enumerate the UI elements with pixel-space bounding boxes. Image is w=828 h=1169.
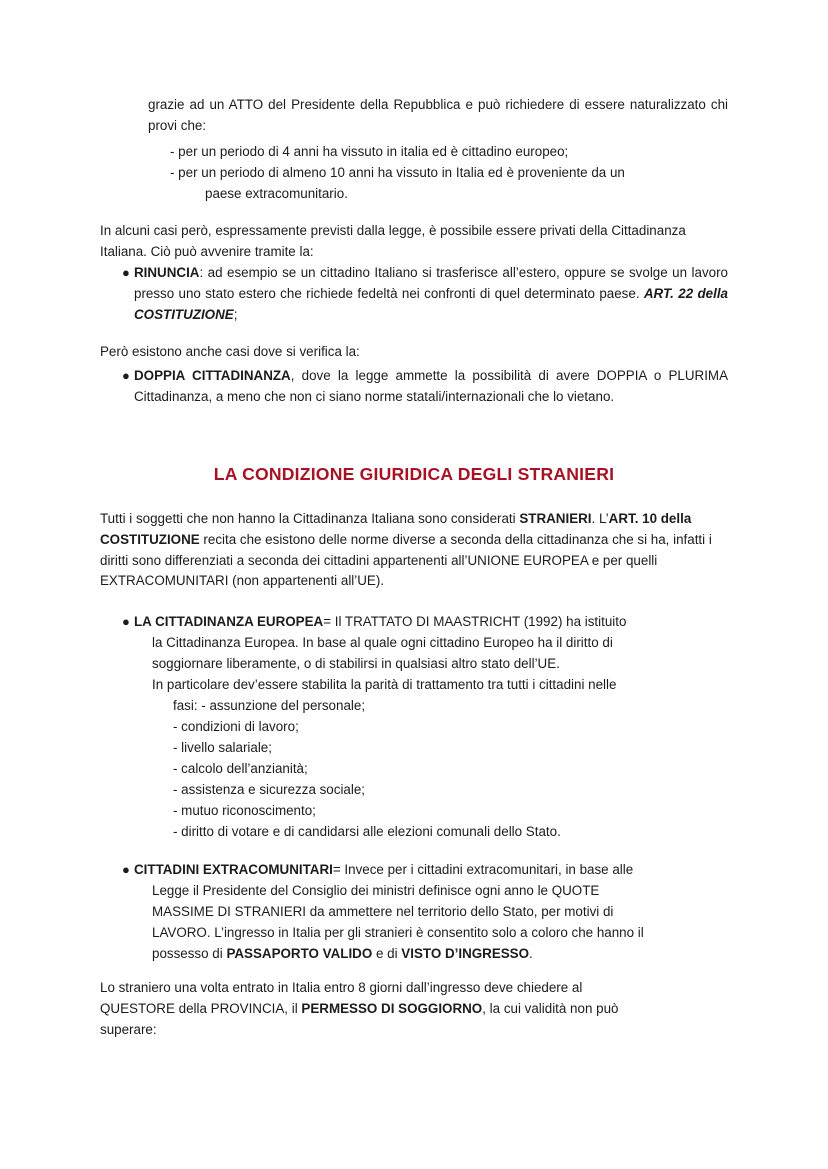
paragraph-stranieri-part3: recita che esistono delle norme diverse a seconda della cittadinanza che si ha, infatti i diritti sono differenziati a seconda dei cittadini appartenenti all’UNIONE EUROPEA e per quelli EXTRACOMUNITARI (non appartenenti all’UE). bbox=[100, 531, 712, 589]
bullet-dot-icon: ● bbox=[122, 368, 130, 383]
bullet-cittadini-extracomunitari-term: CITTADINI EXTRACOMUNITARI bbox=[134, 862, 333, 877]
bullet-cittadini-extracomunitari-line5 bbox=[152, 944, 728, 965]
bullet-cittadini-extracomunitari-line1: = Invece per i cittadini extracomunitari, in base alle bbox=[332, 862, 634, 877]
paragraph-naturalizzazione: grazie ad un ATTO del Presidente della Repubblica e può richiedere di essere naturalizzato chi provi che: bbox=[148, 97, 728, 133]
line5-part-c: e di bbox=[372, 946, 402, 961]
fasi-list-item: - assistenza e sicurezza sociale; bbox=[173, 782, 366, 797]
bullet-rinuncia-term: RINUNCIA bbox=[134, 265, 200, 280]
paragraph-final-line1: Lo straniero una volta entrato in Italia entro 8 giorni dall’ingresso deve chiedere al bbox=[100, 980, 583, 995]
paragraph-stranieri-bold-stranieri: STRANIERI bbox=[519, 511, 592, 526]
bullet-rinuncia-text-after: ; bbox=[233, 306, 238, 322]
bullet-doppia-cittadinanza bbox=[122, 366, 728, 408]
fasi-list-item: - livello salariale; bbox=[173, 740, 272, 755]
paragraph-stranieri-part1: Tutti i soggetti che non hanno la Cittadinanza Italiana sono considerati bbox=[100, 511, 520, 526]
paragraph-final-line3: superare: bbox=[100, 1022, 157, 1037]
bullet-cittadinanza-europea-line4: In particolare dev’essere stabilita la parità di trattamento tra tutti i cittadini nelle bbox=[152, 677, 617, 692]
list-item-periodo-10-anni: - per un periodo di almeno 10 anni ha vissuto in Italia ed è proveniente da un bbox=[170, 165, 625, 180]
bullet-cittadini-extracomunitari-line4: LAVORO. L’ingresso in Italia per gli stranieri è consentito solo a coloro che hanno il bbox=[152, 925, 644, 940]
bullet-rinuncia-body bbox=[134, 263, 728, 325]
line5-part-e: . bbox=[529, 946, 533, 961]
final-line2-part-c: , la cui validità non può bbox=[482, 1001, 619, 1016]
page-title-condizione-giuridica: LA CONDIZIONE GIURIDICA DEGLI STRANIERI bbox=[213, 464, 615, 484]
final-line2-permesso-soggiorno: PERMESSO DI SOGGIORNO bbox=[301, 1001, 483, 1016]
bullet-doppia-body bbox=[134, 366, 728, 408]
fasi-list-item: - diritto di votare e di candidarsi alle elezioni comunali dello Stato. bbox=[173, 824, 561, 839]
bullet-cittadinanza-europea-line2: la Cittadinanza Europea. In base al quale ogni cittadino Europeo ha il diritto di bbox=[152, 635, 613, 650]
bullet-cittadini-extracomunitari-line3: MASSIME DI STRANIERI da ammettere nel territorio dello Stato, per motivi di bbox=[152, 904, 614, 919]
bullet-dot-icon: ● bbox=[122, 265, 130, 280]
bullet-doppia-term: DOPPIA CITTADINANZA bbox=[134, 368, 291, 383]
line5-visto-ingresso: VISTO D’INGRESSO bbox=[401, 946, 530, 961]
bullet-cittadini-extracomunitari-firstline bbox=[134, 860, 732, 881]
bullet-dot-icon: ● bbox=[122, 614, 130, 629]
list-item-periodo-10-anni-continuation: paese extracomunitario. bbox=[205, 186, 348, 201]
bullet-rinuncia-citation: ART. 22 della COSTITUZIONE bbox=[134, 285, 729, 322]
fasi-list-item: - calcolo dell’anzianità; bbox=[173, 761, 308, 776]
final-line2-part-a: QUESTORE della PROVINCIA, il bbox=[100, 1001, 302, 1016]
bullet-doppia-text: , dove la legge ammette la possibilità di avere DOPPIA o PLURIMA Cittadinanza, a meno che non ci siano norme statali/internazionali che lo vietano. bbox=[134, 368, 728, 404]
bullet-dot-icon: ● bbox=[122, 862, 130, 877]
bullet-cittadini-extracomunitari-line2: Legge il Presidente del Consiglio dei ministri definisce ogni anno le QUOTE bbox=[152, 883, 600, 898]
paragraph-stranieri bbox=[100, 509, 728, 592]
bullet-rinuncia-text: : ad esempio se un cittadino Italiano si trasferisce all’estero, oppure se svolge un lavoro presso uno stato estero che richiede fedeltà nei confronti di quel determinato paese. bbox=[134, 265, 728, 301]
paragraph-doppia-intro: Però esistono anche casi dove si verifica la: bbox=[100, 344, 360, 359]
paragraph-stranieri-part2: . L’ bbox=[591, 511, 609, 526]
line5-part-a: possesso di bbox=[152, 946, 227, 961]
bullet-cittadinanza-europea-line1: = Il TRATTATO DI MAASTRICHT (1992) ha istituito bbox=[323, 614, 627, 629]
fasi-list-item: - condizioni di lavoro; bbox=[173, 719, 299, 734]
paragraph-stranieri-bold-art10: ART. 10 della COSTITUZIONE bbox=[100, 511, 692, 547]
bullet-cittadinanza-europea-firstline bbox=[134, 612, 732, 633]
bullet-rinuncia bbox=[122, 263, 728, 325]
bullet-cittadini-extracomunitari bbox=[122, 860, 732, 881]
bullet-cittadinanza-europea-line5-fasi: fasi: - assunzione del personale; bbox=[173, 698, 366, 713]
paragraph-final-line2 bbox=[100, 999, 728, 1020]
bullet-cittadinanza-europea bbox=[122, 612, 732, 633]
paragraph-privazione-cittadinanza: In alcuni casi però, espressamente previsti dalla legge, è possibile essere privati della Cittadinanza Italiana. Ciò può avvenire tramite la: bbox=[100, 223, 686, 259]
bullet-cittadinanza-europea-term: LA CITTADINANZA EUROPEA bbox=[134, 614, 324, 629]
line5-passaporto-valido: PASSAPORTO VALIDO bbox=[226, 946, 373, 961]
list-item-periodo-4-anni: - per un periodo di 4 anni ha vissuto in italia ed è cittadino europeo; bbox=[170, 144, 569, 159]
bullet-cittadinanza-europea-line3: soggiornare liberamente, o di stabilirsi in qualsiasi altro stato dell’UE. bbox=[152, 656, 560, 671]
fasi-list-item: - mutuo riconoscimento; bbox=[173, 803, 316, 818]
